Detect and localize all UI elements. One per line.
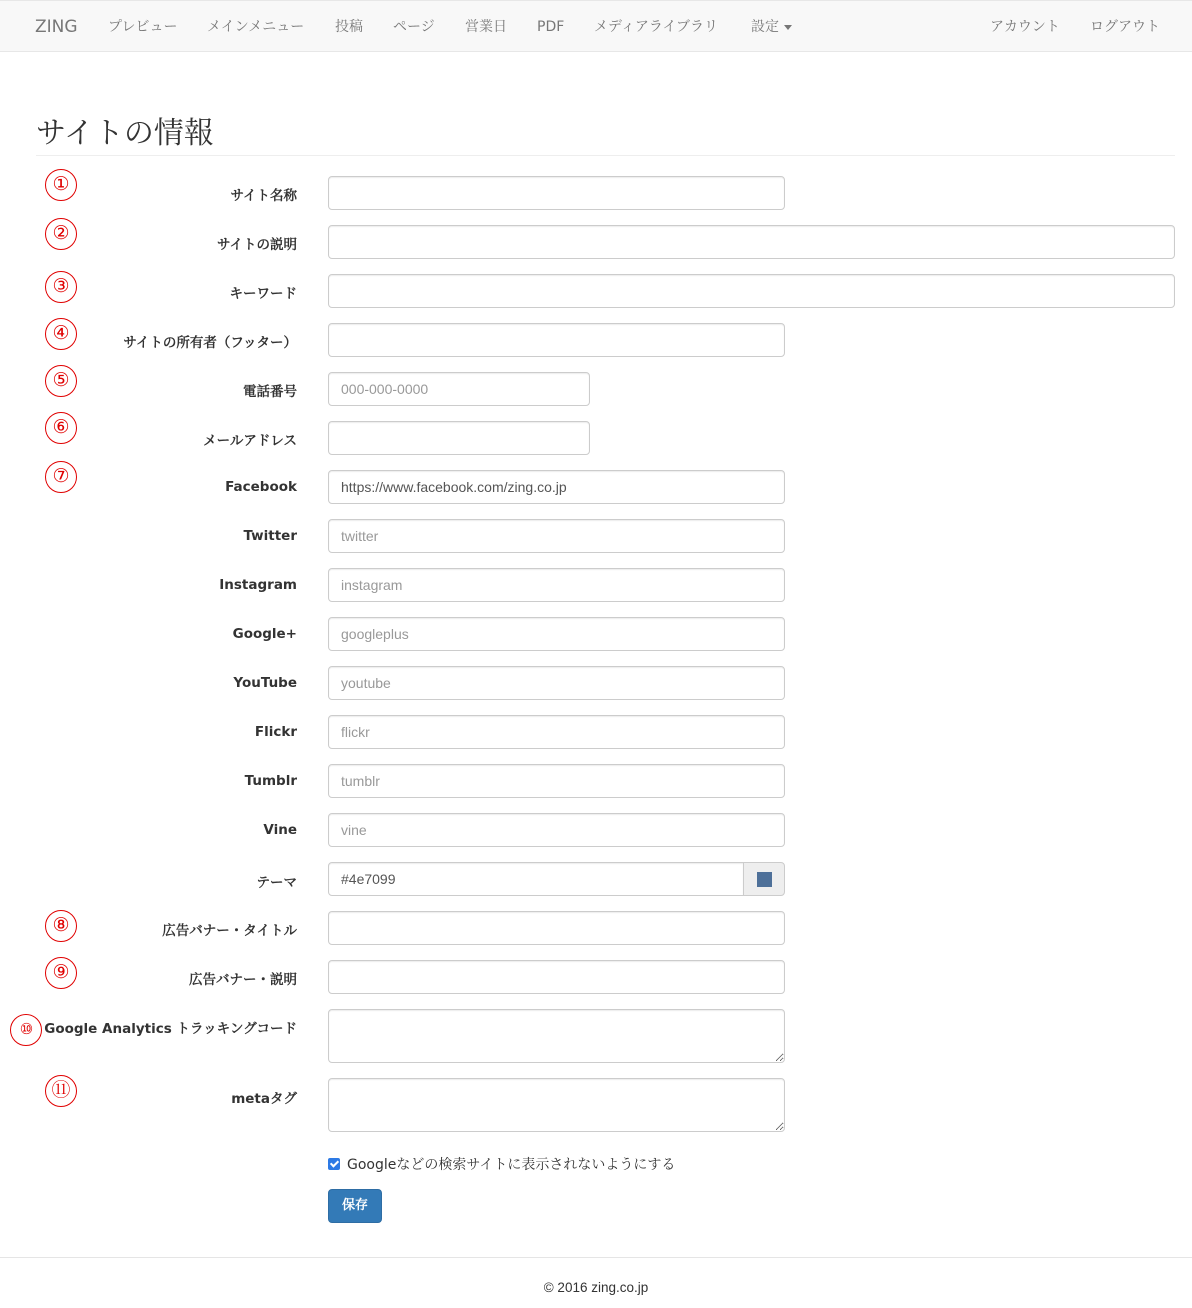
keywords-input[interactable]: [328, 274, 1175, 308]
footer-divider: [0, 1257, 1192, 1258]
facebook-input[interactable]: [328, 470, 785, 504]
banner-description-input[interactable]: [328, 960, 785, 994]
meta-tag-textarea[interactable]: [328, 1078, 785, 1132]
save-button[interactable]: 保存: [328, 1189, 382, 1223]
brand-logo[interactable]: ZING: [35, 17, 78, 37]
annotation-marker-1: ①: [45, 169, 77, 201]
keywords-label: キーワード: [229, 286, 297, 302]
youtube-label: YouTube: [233, 675, 297, 691]
page-title: サイトの情報: [36, 116, 214, 151]
theme-color-input[interactable]: [328, 862, 744, 896]
flickr-label: Flickr: [254, 724, 297, 740]
vine-input[interactable]: [328, 813, 785, 847]
nav-media-library[interactable]: メディアライブラリ: [594, 19, 719, 35]
color-swatch-icon: [757, 872, 772, 887]
color-swatch-button[interactable]: [743, 862, 785, 896]
annotation-marker-5: ⑤: [45, 365, 77, 397]
site-name-label: サイト名称: [230, 188, 297, 204]
theme-label: テーマ: [256, 875, 297, 891]
site-name-input[interactable]: [328, 176, 785, 210]
noindex-checkbox[interactable]: [328, 1158, 340, 1170]
instagram-label: Instagram: [219, 577, 297, 593]
twitter-label: Twitter: [243, 528, 297, 544]
analytics-textarea[interactable]: [328, 1009, 785, 1063]
googleplus-label: Google+: [232, 626, 297, 642]
noindex-label[interactable]: Googleなどの検索サイトに表示されないようにする: [347, 1157, 676, 1173]
banner-title-input[interactable]: [328, 911, 785, 945]
flickr-input[interactable]: [328, 715, 785, 749]
nav-pages[interactable]: ページ: [393, 19, 435, 35]
nav-main-menu[interactable]: メインメニュー: [207, 19, 305, 35]
banner-title-label: 広告バナー・タイトル: [162, 923, 297, 939]
instagram-input[interactable]: [328, 568, 785, 602]
annotation-marker-8: ⑧: [45, 910, 77, 942]
tumblr-label: Tumblr: [244, 773, 297, 789]
banner-description-label: 広告バナー・説明: [189, 972, 297, 988]
twitter-input[interactable]: [328, 519, 785, 553]
nav-settings-label: 設定: [751, 19, 779, 35]
noindex-option: [328, 1154, 675, 1174]
email-label: メールアドレス: [203, 433, 297, 449]
youtube-input[interactable]: [328, 666, 785, 700]
site-owner-input[interactable]: [328, 323, 785, 357]
phone-input[interactable]: [328, 372, 590, 406]
nav-preview[interactable]: プレビュー: [108, 19, 178, 35]
annotation-marker-10: ⑩: [10, 1014, 42, 1046]
footer-copyright: © 2016 zing.co.jp: [543, 1280, 649, 1295]
theme-color-picker: [328, 862, 785, 896]
annotation-marker-7: ⑦: [45, 461, 77, 493]
site-description-input[interactable]: [328, 225, 1175, 259]
nav-account[interactable]: アカウント: [990, 19, 1060, 35]
meta-tag-label: metaタグ: [231, 1091, 297, 1107]
vine-label: Vine: [263, 822, 297, 838]
nav-business-days[interactable]: 営業日: [465, 19, 507, 35]
site-owner-label: サイトの所有者（フッター）: [123, 335, 297, 351]
site-description-label: サイトの説明: [216, 237, 297, 253]
annotation-marker-9: ⑨: [45, 957, 77, 989]
nav-logout[interactable]: ログアウト: [1090, 19, 1160, 35]
annotation-marker-11: ⑪: [45, 1075, 77, 1107]
top-navbar: [0, 0, 1192, 52]
phone-label: 電話番号: [243, 384, 297, 400]
annotation-marker-3: ③: [45, 271, 77, 303]
googleplus-input[interactable]: [328, 617, 785, 651]
caret-down-icon: [784, 25, 792, 30]
nav-posts[interactable]: 投稿: [335, 19, 363, 35]
nav-settings-dropdown[interactable]: [751, 1, 792, 53]
title-divider: [36, 155, 1175, 156]
email-input[interactable]: [328, 421, 590, 455]
analytics-label: Google Analytics トラッキングコード: [44, 1021, 297, 1037]
annotation-marker-2: ②: [45, 218, 77, 250]
annotation-marker-4: ④: [45, 318, 77, 350]
tumblr-input[interactable]: [328, 764, 785, 798]
nav-pdf[interactable]: PDF: [537, 19, 565, 35]
facebook-label: Facebook: [225, 479, 297, 495]
annotation-marker-6: ⑥: [45, 412, 77, 444]
